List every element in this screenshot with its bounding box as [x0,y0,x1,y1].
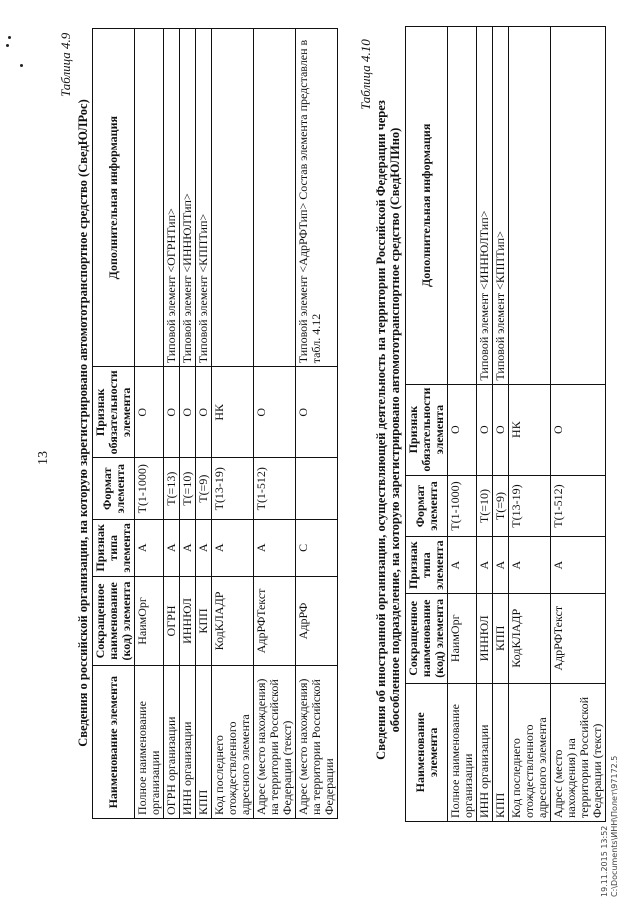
scan-speck [6,44,9,47]
cell-name: Адрес (место нахождения) на территории Российской Федерации (текст) [551,683,606,821]
col-header-info: Дополнительная информация [93,29,135,367]
col-header-info: Дополнительная информация [406,27,448,385]
print-stamp-path: С:\Documents\ИНН\Полет\97172.5 [610,755,619,897]
cell-info [254,29,296,367]
col-header-format: Формат элемента [406,475,448,537]
cell-type: А [196,520,212,576]
cell-info [509,27,551,385]
col-header-type: Признак типа элемента [406,537,448,593]
table-row [493,27,509,822]
cell-code: КодКЛАДР [212,576,254,666]
table-4-9-header-row [93,29,135,819]
scan-speck [20,64,23,67]
table-row [448,27,477,822]
cell-format: T(1-512) [254,458,296,520]
cell-code: НаимОрг [448,593,477,683]
cell-required: О [164,367,180,458]
cell-info [135,29,164,367]
col-header-name: Наименование элемента [93,666,135,819]
cell-name: КПП [493,683,509,821]
cell-code: АдрРФТекст [254,576,296,666]
cell-required: О [477,384,493,475]
cell-name: ОГРН организации [164,666,180,819]
cell-type: А [212,520,254,576]
cell-name: ИНН организации [180,666,196,819]
col-header-required: Признак обязательности элемента [406,384,448,475]
col-header-required: Признак обязательности элемента [93,367,135,458]
cell-format: T(=9) [493,475,509,537]
cell-info: Типовой элемент <ИННЮЛТип> [477,27,493,385]
cell-code: НаимОрг [135,576,164,666]
table-4-10 [405,26,606,822]
table-row [296,29,338,819]
col-header-name: Наименование элемента [406,683,448,821]
cell-info [448,27,477,385]
cell-info: Типовой элемент <КППТип> [196,29,212,367]
cell-name: КПП [196,666,212,819]
table-row [212,29,254,819]
cell-required: О [448,384,477,475]
cell-type: А [180,520,196,576]
col-header-code: Сокращенное наименование (код) элемента [406,593,448,683]
cell-type: А [254,520,296,576]
cell-code: АдрРФТекст [551,593,606,683]
cell-type: А [509,537,551,593]
cell-info: Типовой элемент <АдрРФТип> Состав элемента представлен в табл. 4.12 [296,29,338,367]
cell-required: НК [212,367,254,458]
cell-code: КодКЛАДР [509,593,551,683]
cell-info [551,27,606,385]
table-row [551,27,606,822]
cell-code: ИННЮЛ [477,593,493,683]
cell-info: Типовой элемент <КППТип> [493,27,509,385]
print-stamp [600,756,620,897]
cell-required: О [135,367,164,458]
cell-required: О [180,367,196,458]
cell-format: T(13-19) [509,475,551,537]
table-row [254,29,296,819]
cell-code: КПП [493,593,509,683]
cell-code: КПП [196,576,212,666]
cell-code: ОГРН [164,576,180,666]
cell-type: С [296,520,338,576]
cell-format: T(=13) [164,458,180,520]
table-4-9-title: Сведения о российской организации, на которую зарегистрировано автомототранспортное средство (СведЮЛРос) [76,99,90,747]
cell-required: О [296,367,338,458]
cell-required: О [493,384,509,475]
table-row [477,27,493,822]
table-row [180,29,196,819]
cell-info: Типовой элемент <ИННЮЛТип> [180,29,196,367]
page-number: 13 [36,451,51,465]
table-4-9-label: Таблица 4.9 [58,32,73,97]
table-4-10-header-row [406,27,448,822]
col-header-code: Сокращенное наименование (код) элемента [93,576,135,666]
cell-type: А [477,537,493,593]
table-4-10-label: Таблица 4.10 [358,39,373,110]
cell-code: ИННЮЛ [180,576,196,666]
cell-type: А [493,537,509,593]
cell-name: Полное наименование организации [448,683,477,821]
table-4-10-title-line1: Сведения об иностранной организации, осуществляющей деятельность на территории Российской Федерации через [374,100,388,760]
cell-format: T(1-1000) [448,475,477,537]
table-row [509,27,551,822]
cell-info: Типовой элемент <ОГРНТип> [164,29,180,367]
cell-required: О [254,367,296,458]
table-row [135,29,164,819]
cell-format: T(1-1000) [135,458,164,520]
cell-name: Адрес (место нахождения) на территории Российской Федерации (текст) [254,666,296,819]
cell-name: Код последнего отождествленного адресного элемента [212,666,254,819]
cell-name: Адрес (место нахождения) на территории Российской Федерации [296,666,338,819]
print-stamp-date: 19.11.2015 13:52 [600,825,609,897]
col-header-format: Формат элемента [93,458,135,520]
cell-name: ИНН организации [477,683,493,821]
cell-name: Полное наименование организации [135,666,164,819]
cell-format: T(=9) [196,458,212,520]
cell-format: T(1-512) [551,475,606,537]
col-header-type: Признак типа элемента [93,520,135,576]
cell-code: АдрРФ [296,576,338,666]
cell-type: А [448,537,477,593]
table-row [196,29,212,819]
cell-info [212,29,254,367]
cell-required: О [196,367,212,458]
cell-format: T(13-19) [212,458,254,520]
cell-type: А [135,520,164,576]
table-4-9 [92,28,338,819]
cell-name: Код последнего отождествленного адресного элемента [509,683,551,821]
cell-required: НК [509,384,551,475]
cell-format [296,458,338,520]
scan-speck [8,36,11,39]
table-row [164,29,180,819]
table-4-10-title-line2: обособленное подразделение, на которую зарегистрировано автомототранспортное средство (СведЮЛИно) [388,127,402,733]
cell-type: А [551,537,606,593]
cell-format: T(=10) [477,475,493,537]
cell-format: T(=10) [180,458,196,520]
cell-required: О [551,384,606,475]
cell-type: А [164,520,180,576]
